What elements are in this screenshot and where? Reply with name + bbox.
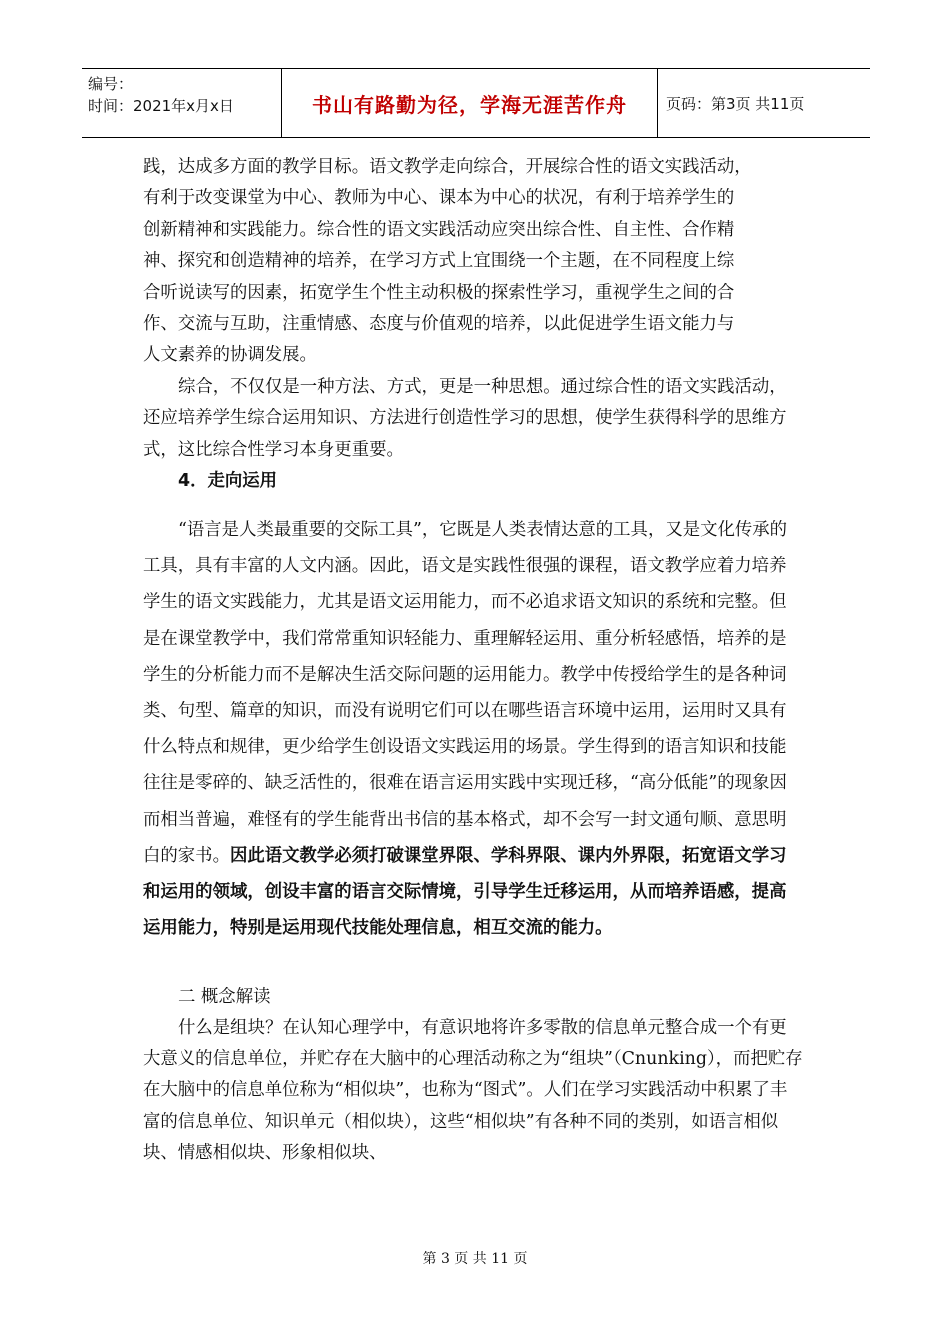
paragraph-synthesis: 综合，不仅仅是一种方法、方式，更是一种思想。通过综合性的语文实践活动，还应培养学生综合运用知识、方法进行创造性学习的思想，使学生获得科学的思维方式，这比综合性学习本身更重要。 <box>143 376 787 460</box>
text-line: 作、交流与互助，注重情感、态度与价值观的培养，以此促进学生语文能力与 <box>143 314 735 335</box>
section-heading-concept: 二 概念解读 <box>178 986 271 1007</box>
text-line: 创新精神和实践能力。综合性的语文实践活动应突出综合性、自主性、合作精 <box>143 219 735 240</box>
document-body <box>143 152 803 1170</box>
header-page-info: 页码：第3页 共11页 <box>666 94 805 113</box>
document-number-label: 编号： <box>88 75 134 93</box>
header-meta <box>82 69 282 137</box>
page-header <box>82 68 870 138</box>
page-footer: 第 3 页 共 11 页 <box>422 1251 528 1267</box>
paragraph-concept: 什么是组块？在认知心理学中，有意识地将许多零散的信息单元整合成一个有更大意义的信息单位，并贮存在大脑中的心理活动称之为“组块”（Cnunking），而把贮存在大脑中的信息单位称为“相似块”，也称为“图式”。人们在学习实践活动中积累了丰富的信息单位、知识单元（相似块），这些“相似块”有各种不同的类别，如语言相似块、情感相似块、形象相似块、 <box>143 1017 803 1164</box>
paragraph-usage <box>143 512 803 946</box>
text-line: 人文素养的协调发展。 <box>143 345 317 366</box>
document-date-label: 时间：2021年x月x日 <box>88 97 234 115</box>
text-line: 神、探究和创造精神的培养，在学习方式上宜围绕一个主题，在不同程度上综 <box>143 251 735 272</box>
header-motto: 书山有路勤为径，学海无涯苦作舟 <box>282 69 658 137</box>
text-line: 合听说读写的因素，拓宽学生个性主动积极的探索性学习，重视学生之间的合 <box>143 282 735 303</box>
text-line: 践，达成多方面的教学目标。语文教学走向综合，开展综合性的语文实践活动， <box>143 157 752 177</box>
paragraph-usage-emphasis: 因此语文教学必须打破课堂界限、学科界限、课内外界限，拓宽语文学习和运用的领域，创设丰富的语言交际情境，引导学生迁移运用，从而培养语感，提高运用能力，特别是运用现代技能处理信息，相互交流的能力。 <box>143 845 787 939</box>
text-line: 有利于改变课堂为中心、教师为中心、课本为中心的状况，有利于培养学生的 <box>143 188 735 209</box>
paragraph-continuation <box>143 152 803 466</box>
paragraph-usage-text: “语言是人类最重要的交际工具”，它既是人类表情达意的工具，又是文化传承的工具，具有丰富的人文内涵。因此，语文是实践性很强的课程，语文教学应着力培养学生的语文实践能力，尤其是语文运用能力，而不必追求语文知识的系统和完整。但是在课堂教学中，我们常常重知识轻能力、重理解轻运用、重分析轻感悟，培养的是学生的分析能力而不是解决生活交际问题的运用能力。教学中传授给学生的是各种词类、句型、篇章的知识，而没有说明它们可以在哪些语言环境中运用，运用时又具有什么特点和规律，更少给学生创设语文实践运用的场景。学生得到的语言知识和技能往往是零碎的、缺乏活性的，很难在语言运用实践中实现迁移，“高分低能”的现象因而相当普遍，难怪有的学生能背出书信的基本格式，却不会写一封文通句顺、意思明白的家书。 <box>143 520 788 866</box>
section-heading-usage: 4．走向运用 <box>178 471 278 492</box>
